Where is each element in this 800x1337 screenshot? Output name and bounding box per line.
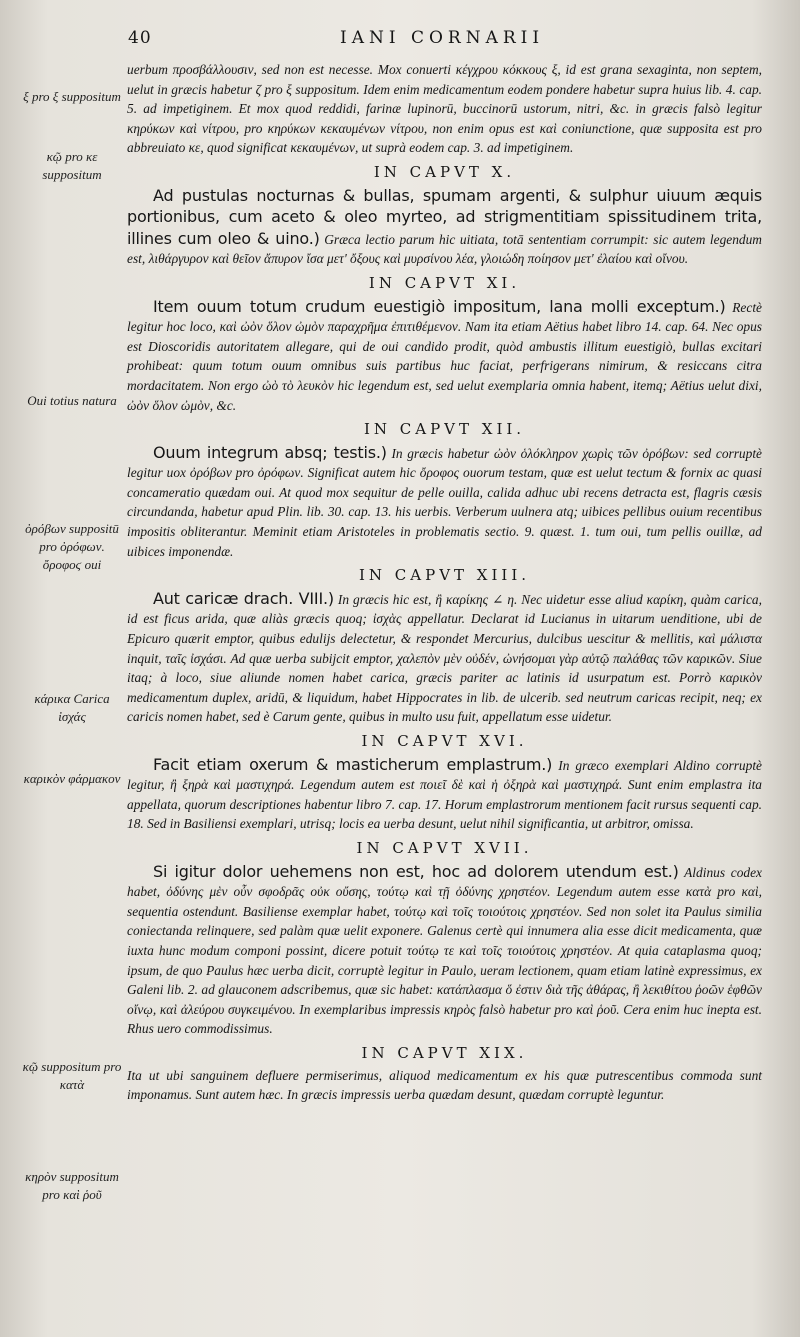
chapter-heading: IN CAPVT X. (373, 162, 516, 181)
chapter-heading: IN CAPVT XII. (363, 420, 526, 439)
page-number: 40 (128, 28, 152, 48)
section-body: Græca lectio parum hic uitiata, totā sententiam corrumpit: sic autem legendum est, λιθάργυρον καὶ θεῖον ἄπυρον ἴσα μετ' ὄξους καὶ μυρσίνου λέα, γλοιώδη ποίησον μετ' ἐλαίου καὶ οἴνου. (127, 231, 762, 267)
chapter-heading: IN CAPVT XI. (368, 273, 521, 292)
lemma: Ouum integrum absq; testis.) (153, 442, 387, 462)
chapter-heading: IN CAPVT XIX. (361, 1043, 528, 1062)
lemma: Item ouum totum crudum euestigiò impositum, lana molli exceptum.) (153, 296, 726, 316)
section-body: Aldinus codex habet, ὀδύνης μὲν οὖν σφοδρᾶς οὐκ οὔσης, τούτῳ καὶ τῇ ὀδύνης χρηστέον. Legendum autem esse κατὰ pro καὶ, sequentia ostendunt. Basiliense exemplar habet, τούτῳ καὶ τοῖς τοιούτοις χρηστέον. Sed non solet ita Paulus similia coniectanda relinquere, sed palàm quæ uelit exponere. Galenus certè qui innumera alia esse dicit medicamenta, quæ iuxta hunc modum componi possint, dicere potuit τούτῳ τε καὶ τοῖς τοιούτοις χρηστέον. At quia cataplasma quoq; ipsum, de quo Paulus hæc uerba dicit, corruptè legitur in Paulo, ueram lectionem, quam etiam latinè expressimus, ex Galeni lib. 2. ad glauconem adscribemus, quæ sic habet: κατάπλασμα ὅ ἐστιν διὰ τῆς ἀθάρας, ἢ λεκιθίτου ῥοῶν ἑφθῶν οἴνῳ, καὶ ἀλεύρου συγκειμένου. In exemplaribus impressis κηρὸς falsò habetur pro καὶ ῥοῦ. Cera enim huc inepta est. Rhus uero commodissimus. (127, 864, 762, 1037)
section-body: In græcis hic est, ἢ καρίκης ∠ η. Nec uidetur esse aliud καρίκη, quàm carica, id est ficus arida, quæ aliàs græcis quoq; ἰσχὰς appellatur. Declarat id Lucianus in uitarum uenditione, ubi de Epicuro quærit emptor, quibus edulijs delectetur, & respondet Mercurius, dulcibus uescitur & mellitis, καὶ μάλιστα inquit, ταῖς ἰσχάσι. Ad quæ uerba subijcit emptor, χαλεπὸν μὲν οὐδέν, ὠνήσομαι γὰρ αὐτῷ παλάθας τῶν καρικῶν. Siue itaq; à loco, siue aliunde nomen habet carica, græcis pariter ac latinis id usurpatum est. Porrò καρικὸν medicamentum duplex, aridū, & liquidum, habet Hippocrates in lib. de ulcerib. sed neutrum caricas recipit, neq; ex caricis nomen habet, sed è Carum gente, quibus in multo usu fuit, appellatum esse uidetur. (127, 591, 762, 725)
lemma: Ad pustulas nocturnas & bullas, spumam argenti, & sulphur uiuum æquis portionibus, cum aceto & oleo myrteo, ad strigmentitiam spissitudinem trita, illines cum oleo & uino.) (127, 185, 762, 248)
margin-note: Oui totius natura (27, 393, 117, 408)
margin-note: κηρὸν suppositum pro καὶ ῥοῦ (25, 1169, 119, 1202)
section-body: Ita ut ubi sanguinem defluere permiserimus, aliquod medicamentum ex his quæ putrescentibus commoda sunt imponamus. Sunt autem hæc. In græcis impressis uerba quædam desunt, quædam corruptè leguntur. (127, 1067, 762, 1103)
lemma: Si igitur dolor uehemens non est, hoc ad dolorem utendum est.) (153, 861, 679, 881)
chapter-heading: IN CAPVT XVII. (356, 838, 533, 857)
margin-note: ὀρόβων suppositū pro ὀρόφων. ὄροφοϛ oui (25, 521, 119, 572)
section-body: In græcis habetur ὠὸν ὁλόκληρον χωρὶς τῶν ὀρόβων: sed corruptè legitur uox ὀρόβων pro ὀρόφων. Significat autem hic ὄροφος ouorum testam, quæ est uelut tectum & fornix ac quasi concameratio quædam oui. At quod mox sequitur de pelle ouilla, calida adhuc ubi recens detracta est, flagris cæsis circundanda, habetur apud Plin. lib. 30. cap. 13. his uerbis. Verberum uulnera atq; uibices pellibus ouium recentibus impositis obliterantur. Meminit etiam Aristoteles in problematis sectio. 9. quæst. 1. tum oui, tum pellis ouillæ, ad uibices imponendæ. (127, 445, 762, 559)
lemma: Aut caricæ drach. VIII.) (153, 588, 334, 608)
lemma: Facit etiam oxerum & masticherum emplastrum.) (153, 754, 553, 774)
margin-note: καρικὸν φάρμακον (23, 771, 121, 786)
main-text (127, 60, 762, 1105)
section-body: uerbum προσβάλλουσιν, sed non est necesse. Mox conuerti κέγχρου κόκκους ξ, id est grana sexaginta, non septem, uelut in græcis habetur ζ pro ξ suppositum. Idem enim medicamentum eodem pondere habetur supra huius lib. 4. cap. 5. ad impetiginem. Et mox quod reddidi, farinæ lupinorū, buccinorū ustorum, nitri, &c. in græcis falsò legitur κηρύκων καὶ νίτρου, pro κηρύκων κεκαυμένων νίτρου, non enim opus est καὶ coniunctione, quæ supposita est pro abbreuiato κε, quod significat κεκαυμένων, ut suprà eodem cap. 3. ad impetiginem. (127, 62, 762, 156)
running-head: IANI CORNARII (340, 28, 545, 48)
section-body: In græco exemplari Aldino corruptè legitur, ἢ ξηρὰ καὶ μαστιχηρά. Legendum autem est ποιεῖ δὲ καὶ ἡ ὀξηρὰ καὶ μαστιχηρά. Sunt enim emplastra ita appellata, quorum descriptiones habentur libro 7. cap. 17. Horum emplastrorum mentionem facit rursus sequenti cap. 18. Sed in Basiliensi exemplari, utrisq; locis ea uerba desunt, uelut nihil significantia, ut arbitror, omissa. (127, 757, 762, 832)
margin-note: ξ pro ξ suppositum (23, 89, 121, 104)
margin-note: κῷ pro κε suppositum (42, 149, 102, 182)
margin-note: κάρικα Carica ἰσχάς (34, 691, 110, 724)
chapter-heading: IN CAPVT XIII. (358, 566, 531, 585)
chapter-heading: IN CAPVT XVI. (361, 732, 528, 750)
margin-note: κῷ suppositum pro κατὰ (22, 1059, 122, 1092)
section-body: Rectè legitur hoc loco, καὶ ὠὸν ὅλον ὠμὸν παραχρῆμα ἐπιτιθέμενον. Nam ita etiam Aëtius habet libro 14. cap. 64. Nec opus est Dioscoridis autoritatem allegare, qui de oui candido prodit, quòd ambustis illitum euestigiò, bullas excitari prohibeat: quum totum ouum omnibus suis partibus huc faciat, perfrigerans nimirum, & resiccans citra mordacitatem. Non ergo ὠὸ τὸ λευκὸν hic legendum est, sed uelut exemplaria omnia habent, itemq; Aëtius uelut dixi, ὠὸν ὅλον ὠμὸν, &c. (127, 299, 762, 413)
page-header (0, 28, 800, 56)
